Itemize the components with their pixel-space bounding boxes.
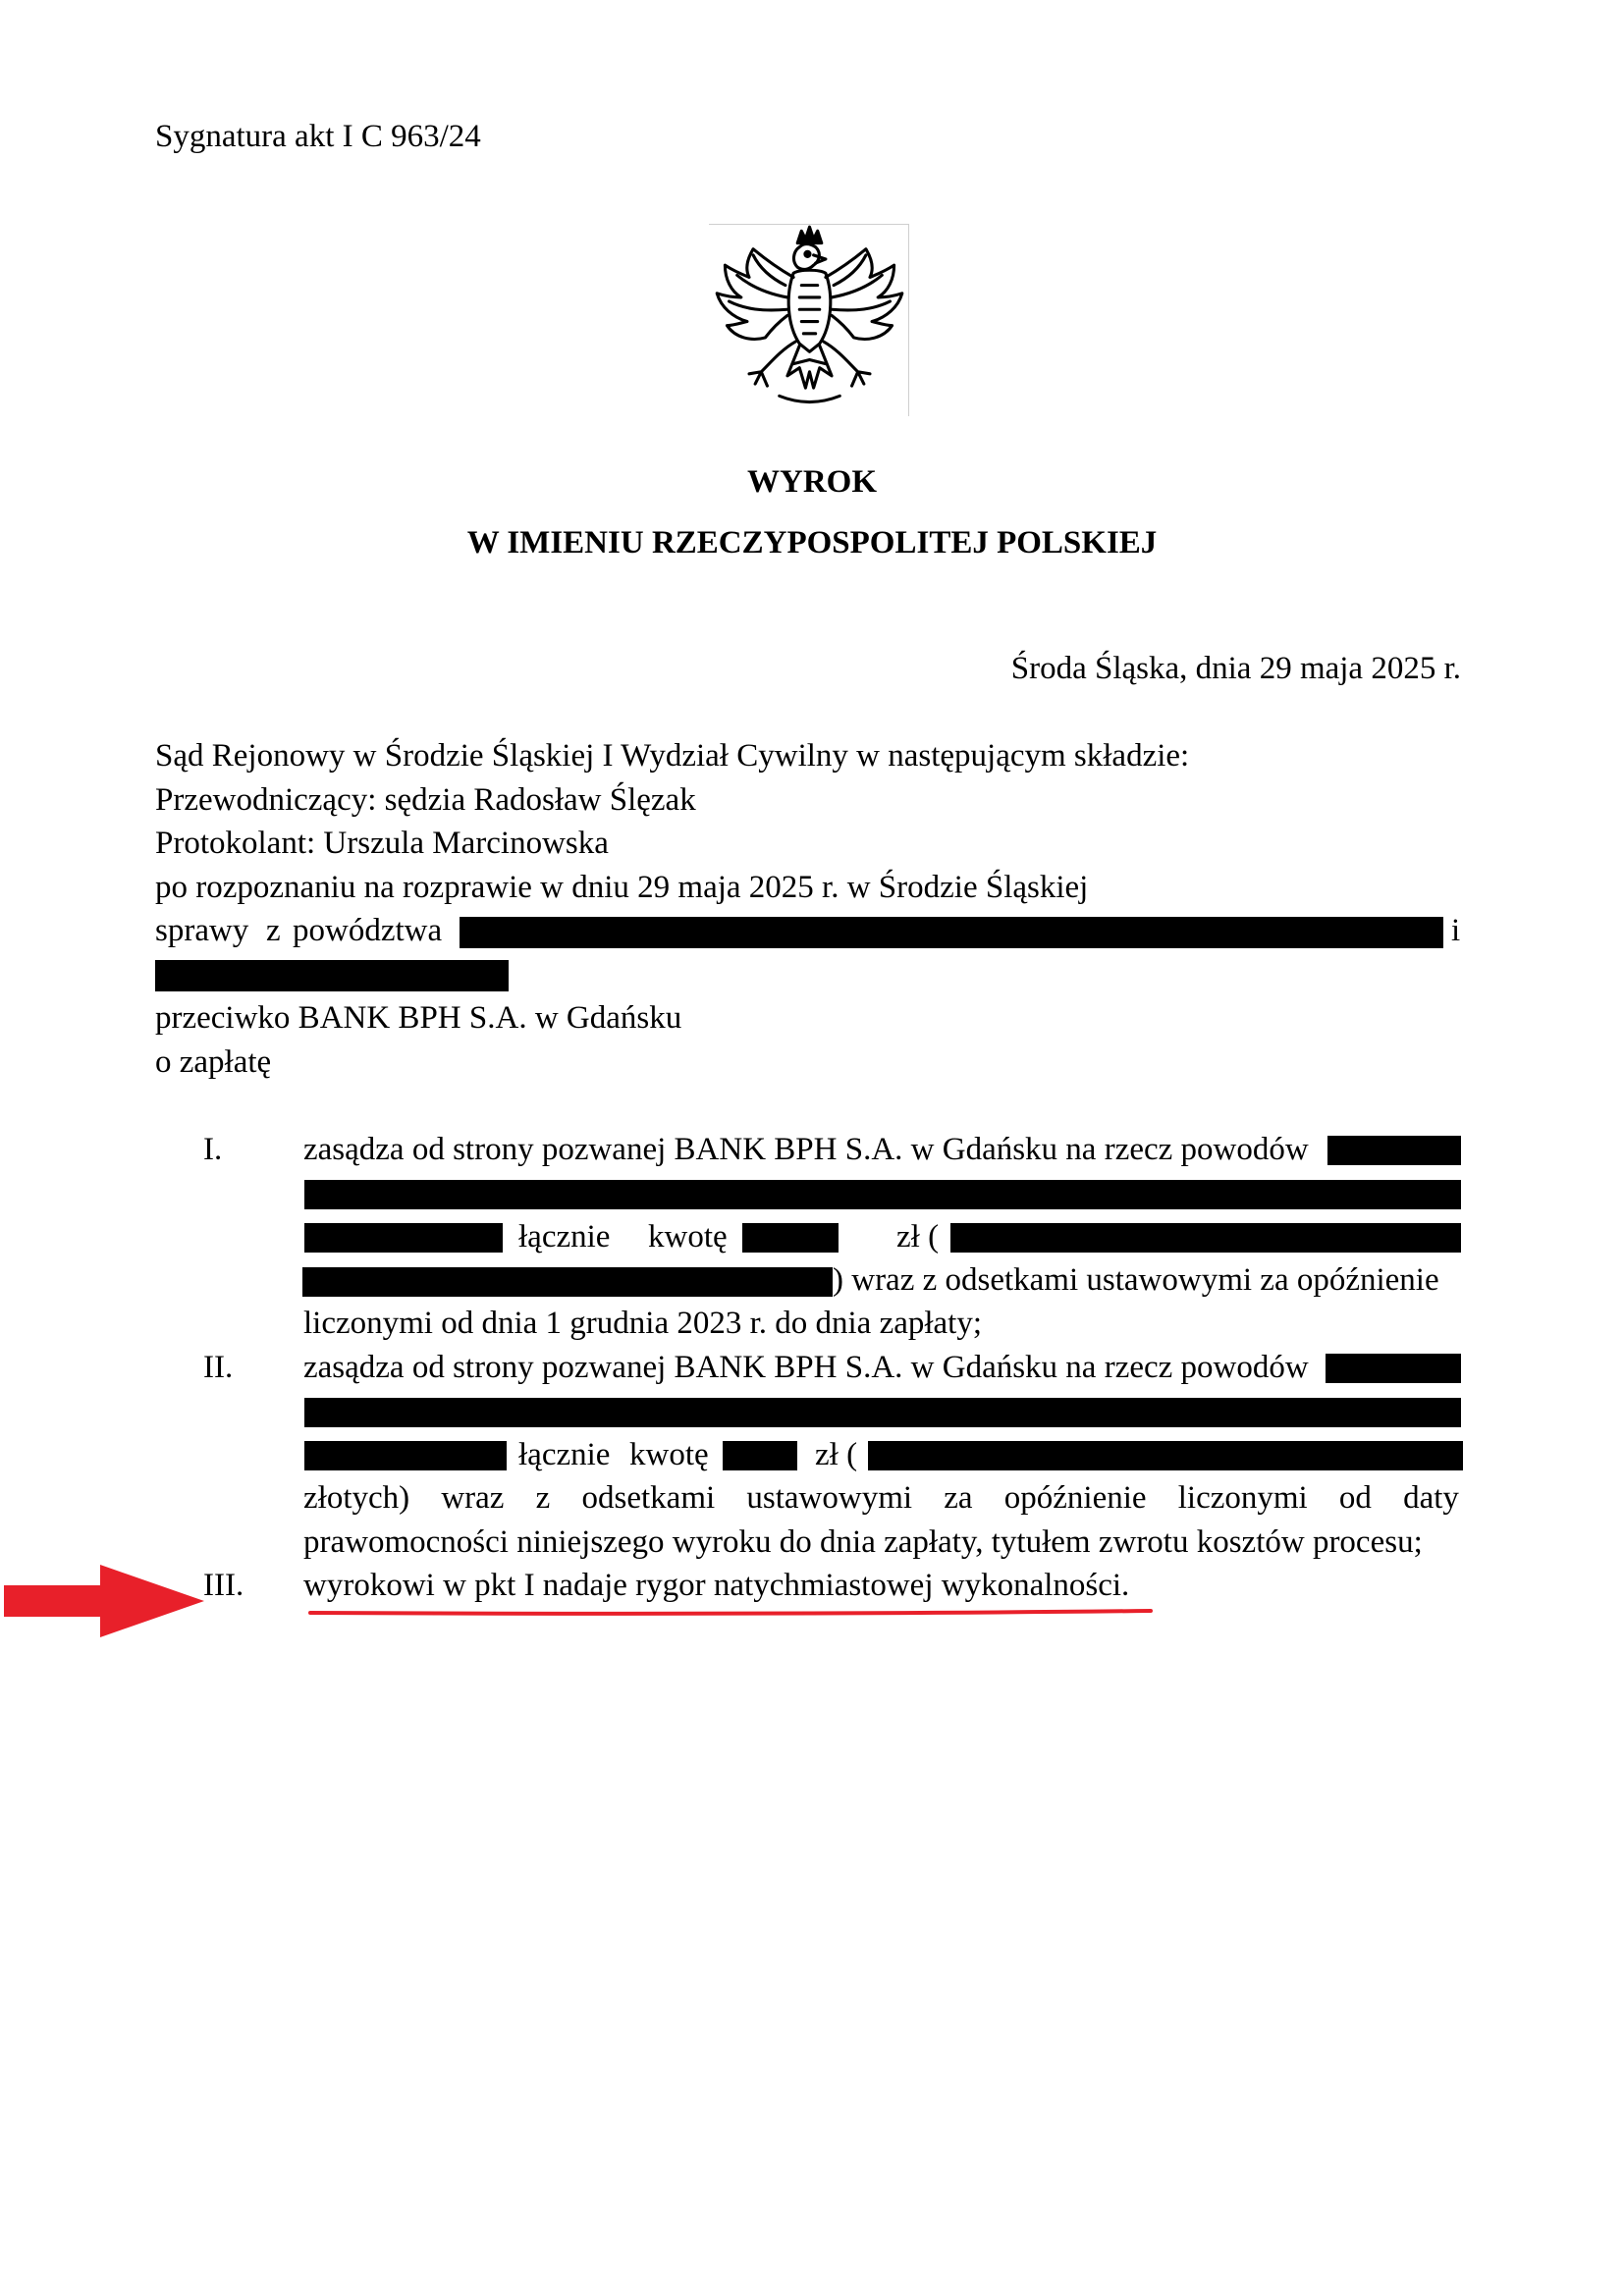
redaction-plaintiff-2 [155, 960, 509, 991]
word: wraz [441, 1480, 505, 1516]
redaction [1326, 1354, 1461, 1383]
court-clerk: Protokolant: Urszula Marcinowska [155, 826, 609, 861]
word: daty [1403, 1480, 1459, 1516]
point-2-line-5: prawomocności niniejszego wyroku do dnia zapłaty, tytułem zwrotu kosztów procesu; [303, 1524, 1423, 1560]
place-date: Środa Śląska, dnia 29 maja 2025 r. [1010, 651, 1461, 686]
point-2-line-1: zasądza od strony pozwanej BANK BPH S.A. w Gdańsku na rzecz powodów [303, 1350, 1309, 1385]
redaction-amount [742, 1223, 839, 1253]
word: od [1338, 1480, 1372, 1516]
case-word-powodztwa: powództwa [293, 913, 443, 948]
point-1-line-1: zasądza od strony pozwanej BANK BPH S.A. w Gdańsku na rzecz powodów [303, 1132, 1309, 1167]
case-word-sprawy: sprawy [155, 913, 249, 948]
point-3-line-1: wyrokowi w pkt I nadaje rygor natychmiastowej wykonalności. [303, 1568, 1130, 1603]
redaction [304, 1398, 1461, 1427]
defendant: przeciwko BANK BPH S.A. w Gdańsku [155, 1000, 682, 1036]
point-1-line-5: liczonymi od dnia 1 grudnia 2023 r. do dnia zapłaty; [303, 1306, 983, 1341]
case-subject: o zapłatę [155, 1044, 272, 1080]
redaction-amount-words [302, 1267, 833, 1297]
point-1-line-4: ) wraz z odsetkami ustawowymi za opóźnienie [833, 1262, 1439, 1298]
polish-eagle-emblem-icon [709, 224, 910, 417]
point-1-number: I. [203, 1132, 223, 1167]
case-number: Sygnatura akt I C 963/24 [155, 119, 481, 154]
redaction [1327, 1136, 1461, 1165]
redaction-amount-words [950, 1223, 1461, 1253]
point-2-line-4 [303, 1478, 1459, 1518]
word: odsetkami [581, 1480, 716, 1516]
presiding-judge: Przewodniczący: sędzia Radosław Ślęzak [155, 782, 696, 818]
word: złotych) [303, 1480, 410, 1516]
point-1-word-zl: zł ( [896, 1219, 940, 1255]
word: opóźnienie [1003, 1480, 1147, 1516]
hearing-info: po rozpoznaniu na rozprawie w dniu 29 maja 2025 r. w Środzie Śląskiej [155, 870, 1089, 905]
court-composition: Sąd Rejonowy w Środzie Śląskiej I Wydział Cywilny w następującym składzie: [155, 738, 1190, 774]
word: ustawowymi [746, 1480, 913, 1516]
redaction-amount [723, 1441, 797, 1470]
point-3-number: III. [203, 1568, 244, 1603]
word: za [944, 1480, 973, 1516]
word: liczonymi [1177, 1480, 1308, 1516]
case-word-i: i [1451, 913, 1461, 948]
point-2-word-kwote: kwotę [629, 1437, 709, 1472]
point-2-number: II. [203, 1350, 234, 1385]
judgment-title: WYROK [747, 464, 877, 500]
case-word-z: z [266, 913, 281, 948]
red-arrow-icon [4, 1565, 204, 1637]
point-1-word-lacznie: łącznie [518, 1219, 611, 1255]
redaction [304, 1223, 503, 1253]
word: z [535, 1480, 551, 1516]
red-underline-mark [308, 1606, 1153, 1620]
redaction [304, 1441, 507, 1470]
point-2-word-lacznie: łącznie [518, 1437, 611, 1472]
redaction [304, 1180, 1461, 1209]
point-2-word-zl: zł ( [815, 1437, 858, 1472]
redaction-amount-words [868, 1441, 1463, 1470]
redaction-plaintiffs [460, 917, 1443, 948]
judgment-subtitle: W IMIENIU RZECZYPOSPOLITEJ POLSKIEJ [466, 525, 1158, 561]
point-1-word-kwote: kwotę [648, 1219, 728, 1255]
